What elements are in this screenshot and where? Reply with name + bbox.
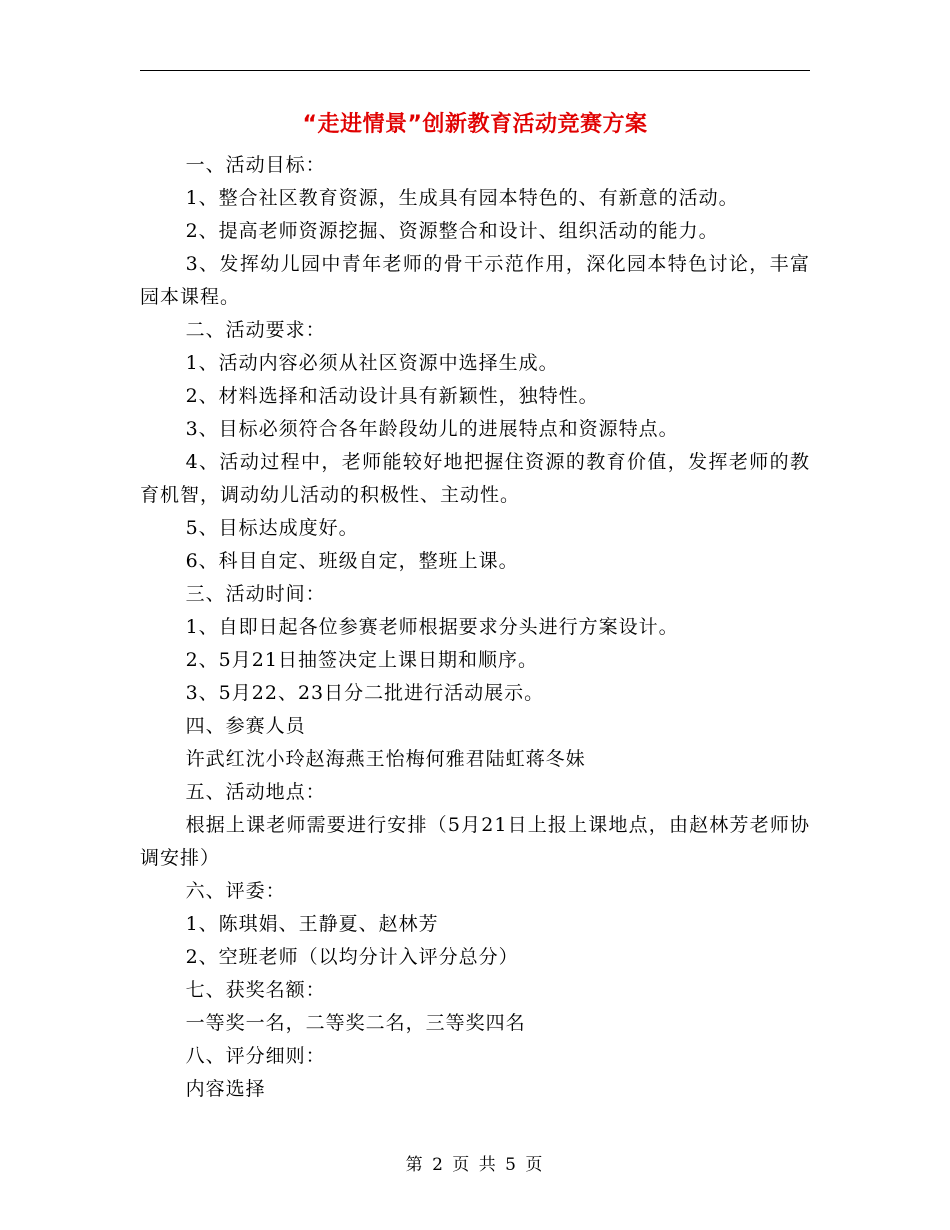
document-body [140,149,810,1106]
paragraph: 1、自即日起各位参赛老师根据要求分头进行方案设计。 [185,616,679,638]
section-heading-scoring: 八、评分细则： [185,1045,326,1067]
paragraph: 1、活动内容必须从社区资源中选择生成。 [185,352,559,374]
paragraph: 2、材料选择和活动设计具有新颖性，独特性。 [185,385,599,407]
paragraph: 2、提高老师资源挖掘、资源整合和设计、组织活动的能力。 [185,220,719,242]
paragraph: 1、整合社区教育资源，生成具有园本特色的、有新意的活动。 [185,187,739,209]
header-rule [140,70,810,71]
section-heading-time: 三、活动时间： [185,583,326,605]
paragraph: 4、活动过程中，老师能较好地把握住资源的教育价值，发挥老师的教育机智，调动幼儿活动的积极性、主动性。 [140,451,810,506]
paragraph: 1、陈琪娟、王静夏、赵林芳 [185,913,439,935]
section-heading-goals: 一、活动目标： [185,154,326,176]
paragraph: 6、科目自定、班级自定，整班上课。 [185,550,519,572]
section-heading-participants: 四、参赛人员 [185,715,306,737]
section-heading-requirements: 二、活动要求： [185,319,326,341]
paragraph: 许武红沈小玲赵海燕王怡梅何雅君陆虹蒋冬妹 [185,748,586,770]
paragraph: 3、目标必须符合各年龄段幼儿的进展特点和资源特点。 [185,418,679,440]
paragraph: 一等奖一名，二等奖二名，三等奖四名 [185,1012,526,1034]
paragraph: 2、5月21日抽签决定上课日期和顺序。 [185,649,538,671]
paragraph: 5、目标达成度好。 [185,517,359,539]
paragraph: 内容选择 [185,1078,266,1100]
paragraph: 根据上课老师需要进行安排（5月21日上报上课地点，由赵林芳老师协调安排） [140,814,810,869]
page-number-footer: 第 2 页 共 5 页 [405,1155,545,1175]
section-heading-awards: 七、获奖名额： [185,979,326,1001]
paragraph: 3、5月22、23日分二批进行活动展示。 [185,682,545,704]
section-heading-judges: 六、评委： [185,880,286,902]
paragraph: 3、发挥幼儿园中青年老师的骨干示范作用，深化园本特色讨论，丰富园本课程。 [140,253,810,308]
document-title: “走进情景”创新教育活动竞赛方案 [302,112,648,137]
section-heading-location: 五、活动地点： [185,781,326,803]
paragraph: 2、空班老师（以均分计入评分总分） [185,946,519,968]
